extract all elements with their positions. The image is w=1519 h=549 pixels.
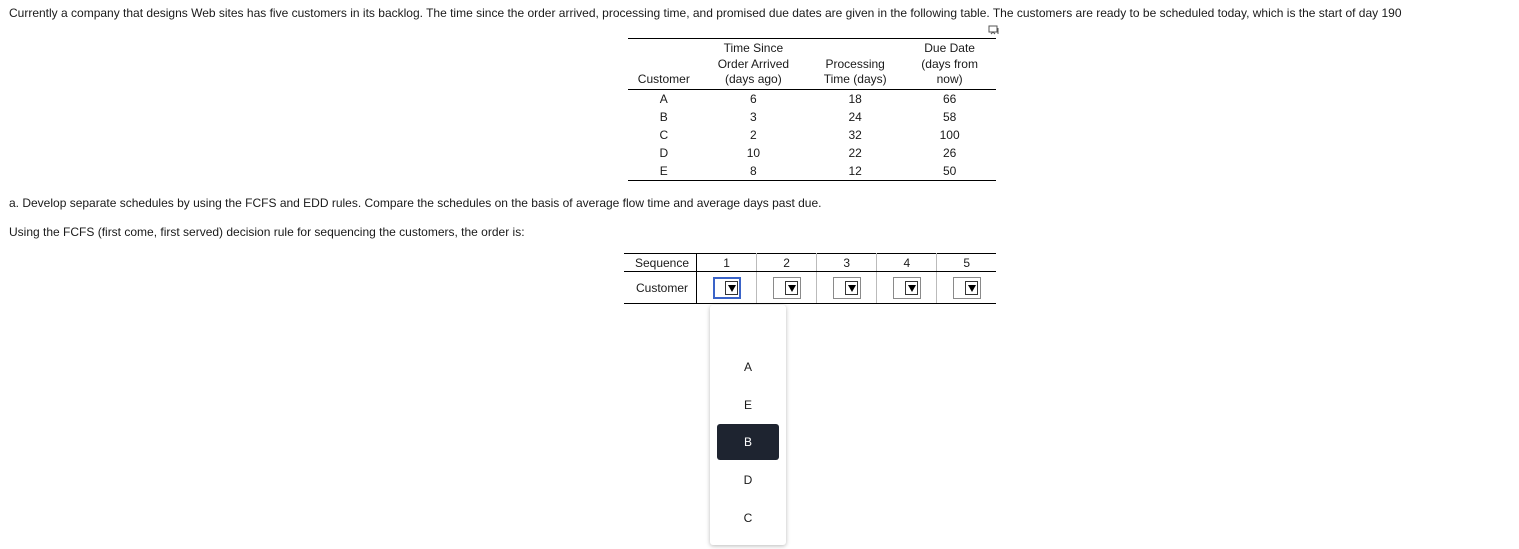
- caret-down-icon[interactable]: [785, 281, 798, 295]
- header-due-date: [903, 39, 996, 90]
- cell-due-date: 26: [942, 145, 957, 160]
- cell-customer: E: [628, 162, 700, 181]
- caret-down-icon[interactable]: [965, 281, 978, 295]
- customer-cell-1: [697, 272, 757, 304]
- sequence-label: Sequence: [624, 254, 697, 272]
- sequence-position-4: 4: [877, 254, 937, 272]
- header-time-since-order: [700, 39, 807, 90]
- table-row: [628, 126, 996, 144]
- header-line: now): [936, 72, 963, 86]
- header-line: Due Date: [924, 41, 975, 55]
- dropdown-option-a[interactable]: A: [743, 360, 752, 374]
- sequence-position-3: 3: [817, 254, 877, 272]
- header-line: Processing: [825, 56, 885, 71]
- cell-days-ago: 8: [700, 162, 807, 181]
- cell-customer: C: [659, 127, 669, 142]
- header-line: Order Arrived: [717, 56, 790, 71]
- sequence-row: [624, 254, 996, 272]
- cell-customer: B: [659, 109, 668, 124]
- cell-due-date: 100: [939, 127, 960, 142]
- fcfs-prompt: Using the FCFS (first come, first served) decision rule for sequencing the customers, the order is:: [9, 225, 525, 239]
- header-line: (days ago): [725, 72, 782, 86]
- customer-cell-5: [937, 272, 996, 304]
- customer-label: Customer: [624, 272, 697, 304]
- cell-processing: 12: [807, 162, 903, 181]
- dropdown-option-d[interactable]: D: [743, 473, 753, 487]
- table-row: [628, 108, 996, 126]
- cell-days-ago: 6: [750, 91, 757, 106]
- sequence-table: [624, 253, 996, 304]
- customer-cell-3: [817, 272, 877, 304]
- cell-processing: 18: [848, 91, 862, 106]
- header-processing-time: [807, 39, 903, 90]
- dropdown-option-c[interactable]: C: [743, 511, 753, 525]
- cell-processing: 24: [848, 109, 862, 124]
- header-line: (days from: [921, 56, 978, 71]
- header-line: Time (days): [823, 72, 887, 86]
- customer-select-5[interactable]: [953, 277, 981, 299]
- question-intro: Currently a company that designs Web sites has five customers in its backlog. The time since the order arrived, processing time, and promised due dates are given in the following table. The customers are ready to be scheduled today, which is the start of day 190: [9, 6, 1402, 20]
- backlog-table: [628, 38, 996, 181]
- cell-customer: D: [659, 145, 669, 160]
- customer-dropdown-menu: [710, 305, 786, 545]
- sequence-position-1: 1: [697, 254, 757, 272]
- cell-due-date: 58: [942, 109, 957, 124]
- cell-days-ago: 10: [746, 145, 761, 160]
- header-customer: [628, 39, 700, 90]
- cell-processing: 32: [848, 127, 862, 142]
- caret-down-icon[interactable]: [905, 281, 918, 295]
- table-row: [628, 144, 996, 162]
- header-customer-line1: Customer: [637, 72, 690, 86]
- dropdown-option-e[interactable]: E: [743, 398, 752, 412]
- sequence-position-5: 5: [937, 254, 996, 272]
- cell-processing: 22: [848, 145, 862, 160]
- customer-select-3[interactable]: [833, 277, 861, 299]
- customer-cell-4: [877, 272, 937, 304]
- header-line: Time Since: [723, 41, 784, 55]
- customer-cell-2: [757, 272, 817, 304]
- cell-due-date: 50: [903, 162, 996, 181]
- part-a-instructions: a. Develop separate schedules by using the FCFS and EDD rules. Compare the schedules on the basis of average flow time and average days past due.: [9, 196, 822, 210]
- customer-row: [624, 272, 996, 304]
- customer-select-4[interactable]: [893, 277, 921, 299]
- table-header-row: [628, 39, 996, 90]
- copy-icon[interactable]: [988, 25, 1000, 36]
- caret-down-icon[interactable]: [725, 281, 738, 295]
- customer-select-2[interactable]: [773, 277, 801, 299]
- cell-days-ago: 2: [750, 127, 757, 142]
- cell-days-ago: 3: [750, 109, 757, 124]
- table-row: [628, 162, 996, 181]
- dropdown-option-b[interactable]: B: [717, 424, 779, 460]
- caret-down-icon[interactable]: [845, 281, 858, 295]
- cell-customer: A: [659, 91, 668, 106]
- table-row: [628, 89, 996, 108]
- customer-select-1[interactable]: [713, 277, 741, 299]
- cell-due-date: 66: [942, 91, 957, 106]
- sequence-position-2: 2: [757, 254, 817, 272]
